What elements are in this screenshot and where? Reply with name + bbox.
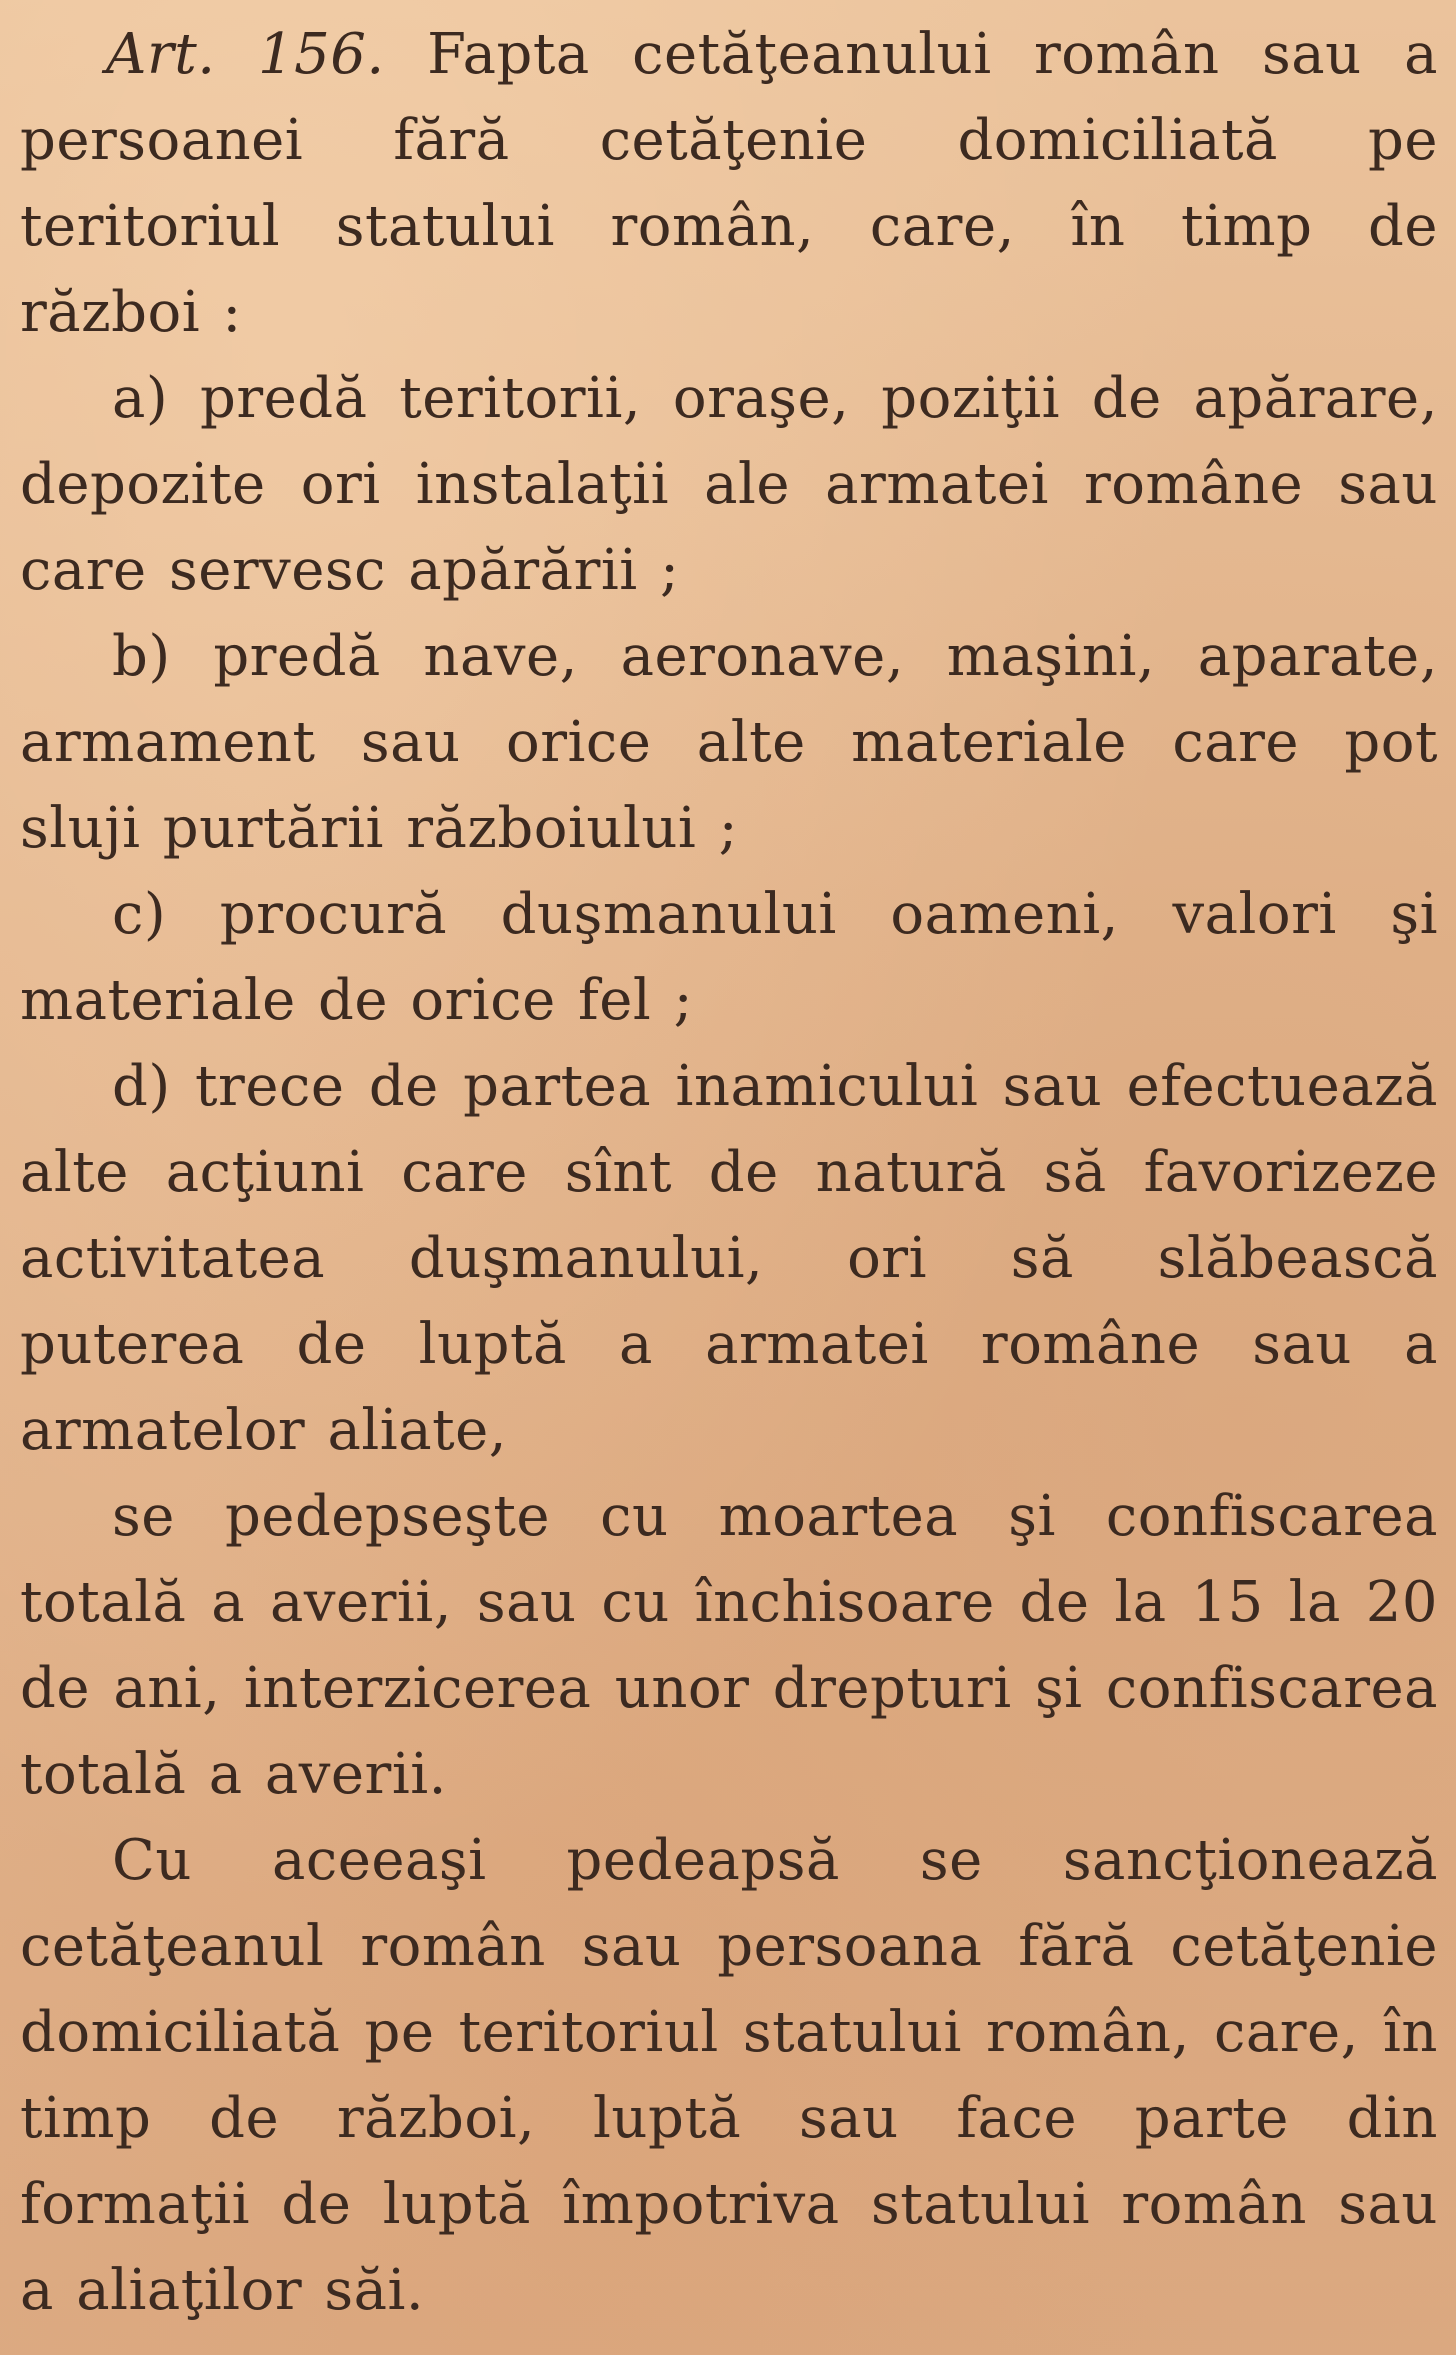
article-item-d: d) trece de partea inamicului sau efectuează alte acţiuni care sînt de natură să favorizeze activitatea duşmanului, ori să slăbească puterea de luptă a armatei române sau a armatelor aliate, — [20, 1054, 1438, 1463]
article-intro — [20, 12, 1438, 356]
article-penalty: se pedepseşte cu moartea şi confiscarea totală a averii, sau cu închisoare de la 15 la 20 de ani, interzicerea unor drepturi şi confiscarea totală a averii. — [20, 1484, 1438, 1807]
article-text — [20, 12, 1438, 2334]
article-item-a: a) predă teritorii, oraşe, poziţii de apărare, depozite ori instalaţii ale armatei române sau care servesc apărării ; — [20, 366, 1438, 603]
article-item-c: c) procură duşmanului oameni, valori şi materiale de orice fel ; — [20, 882, 1438, 1033]
article-item-b: b) predă nave, aeronave, maşini, aparate, armament sau orice alte materiale care pot sluji purtării războiului ; — [20, 624, 1438, 861]
article-second-paragraph: Cu aceeaşi pedeapsă se sancţionează cetăţeanul român sau persoana fără cetăţenie domiciliată pe teritoriul statului român, care, în timp de război, luptă sau face parte din formaţii de luptă împotriva statului român sau a aliaţilor săi. — [20, 1828, 1438, 2323]
article-intro-text: Fapta cetăţeanului român sau a persoanei fără cetăţenie domiciliată pe teritoriul statului român, care, în timp de război : — [20, 22, 1438, 345]
article-label: Art. 156. — [106, 22, 385, 87]
